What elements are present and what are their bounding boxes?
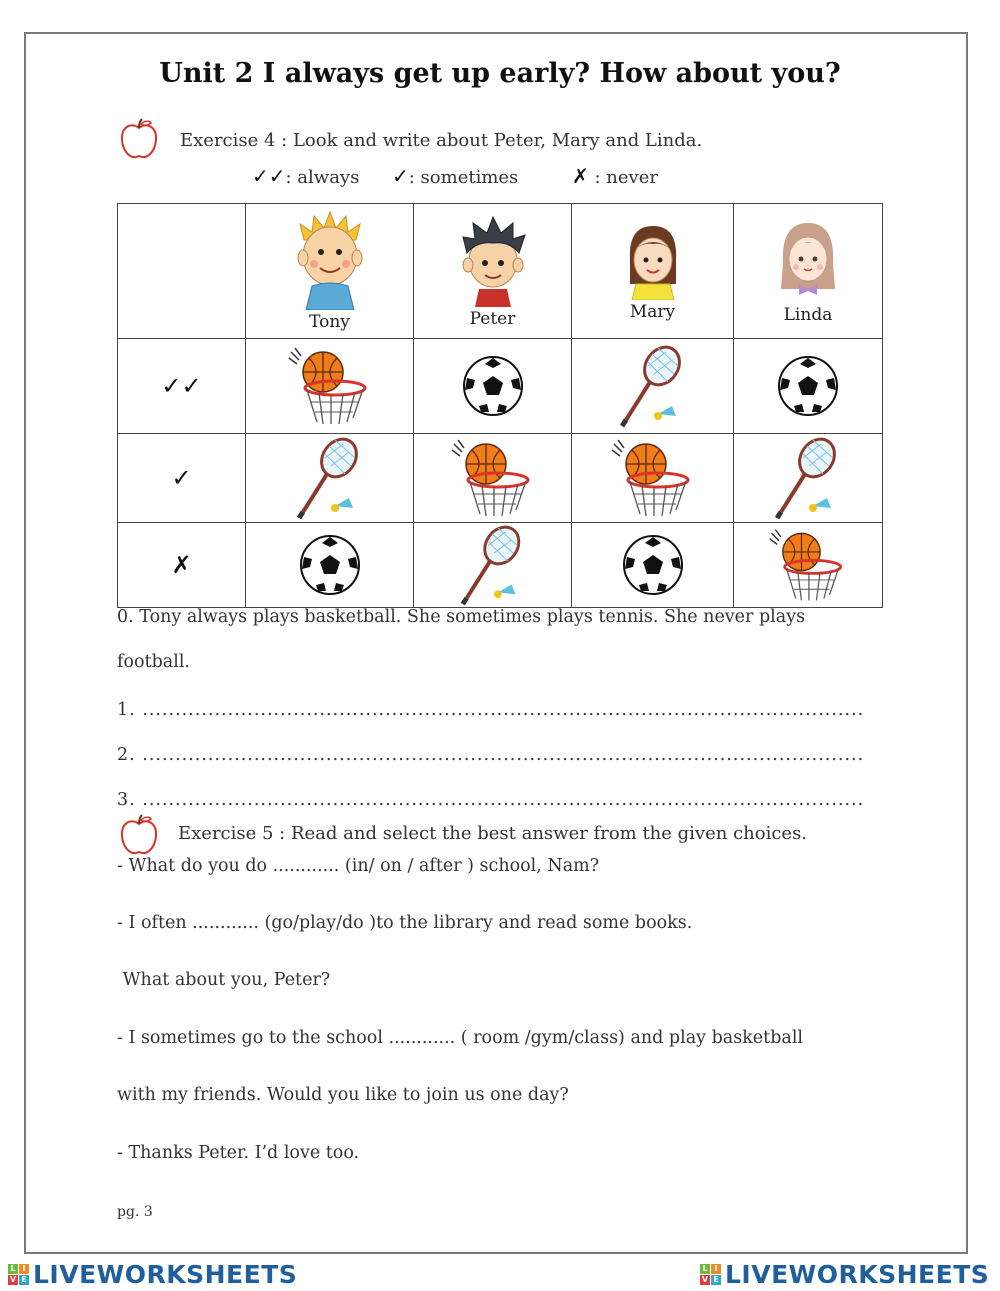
apple-icon (118, 118, 160, 162)
logo-letter: E (19, 1275, 29, 1285)
liveworksheets-logo-left[interactable] (8, 1260, 297, 1289)
sport-cell (246, 339, 414, 434)
football-icon (621, 533, 685, 597)
logo-letter: V (9, 1275, 17, 1284)
liveworksheets-logo-right[interactable] (700, 1260, 989, 1289)
girl-brown-hair-icon (618, 220, 688, 300)
exercise-5-heading: Exercise 5 : Read and select the best answer from the given choices. (178, 823, 808, 844)
sport-cell (246, 523, 414, 608)
sport-cell (414, 523, 572, 608)
sport-cell (734, 523, 883, 608)
sport-cell (246, 434, 414, 523)
legend-never-label: : never (594, 167, 658, 188)
cross-icon: ✗ (572, 164, 589, 188)
badminton-racket-icon (766, 436, 850, 520)
basketball-hoop-icon (448, 438, 538, 518)
exercise-4-heading: Exercise 4 : Look and write about Peter, Mary and Linda. (180, 130, 703, 151)
basketball-hoop-icon (608, 438, 698, 518)
answer-line-2[interactable]: 2. .............................................................................................................. (117, 745, 865, 765)
answer-line-3[interactable]: 3. .............................................................................................................. (117, 790, 865, 810)
dialogue-line-3: What about you, Peter? (117, 970, 331, 990)
sport-cell (414, 339, 572, 434)
example-sentence: 0. Tony always plays basketball. She sometimes plays tennis. She never plays (117, 607, 806, 627)
kid-cell-peter (414, 204, 572, 339)
basketball-hoop-icon (285, 346, 375, 426)
answer-line-1[interactable]: 1. .............................................................................................................. (117, 700, 865, 720)
dialogue-line-2: - I often ............ (go/play/do )to the library and read some books. (117, 913, 693, 933)
football-icon (298, 533, 362, 597)
apple-icon (118, 814, 160, 858)
logo-blocks-icon (8, 1264, 29, 1285)
example-sentence-cont: football. (117, 652, 190, 672)
boy-dark-hair-icon (451, 213, 535, 307)
kid-name-linda: Linda (783, 305, 833, 325)
cross-mark: ✗ (171, 551, 192, 579)
logo-letter: L (700, 1264, 710, 1274)
empty-corner-cell (118, 204, 246, 339)
logo-letter: V (701, 1275, 709, 1284)
logo-letter: E (711, 1275, 721, 1285)
row-mark-cell (118, 523, 246, 608)
sport-cell (572, 339, 734, 434)
kid-name-mary: Mary (629, 302, 676, 322)
badminton-racket-icon (288, 436, 372, 520)
row-mark-cell (118, 434, 246, 523)
logo-letter: L (8, 1264, 18, 1274)
check-mark: ✓ (171, 464, 192, 492)
legend-never (572, 164, 658, 188)
legend-always (252, 164, 359, 188)
page-number: pg. 3 (117, 1204, 153, 1220)
row-mark-cell (118, 339, 246, 434)
logo-blocks-icon (700, 1264, 721, 1285)
legend-sometimes-label: : sometimes (408, 167, 519, 188)
table-row-sometimes (118, 434, 883, 523)
legend-sometimes (392, 164, 518, 188)
frequency-table (117, 203, 883, 608)
boy-blond-icon (290, 210, 370, 310)
dialogue-line-5: with my friends. Would you like to join us one day? (117, 1085, 569, 1105)
kid-name-tony: Tony (309, 312, 350, 332)
kid-name-peter: Peter (469, 309, 516, 329)
dialogue-line-6: - Thanks Peter. I’d love too. (117, 1143, 360, 1163)
football-icon (461, 354, 525, 418)
table-row-never (118, 523, 883, 608)
logo-text: LIVEWORKSHEETS (725, 1260, 990, 1289)
kid-cell-mary (572, 204, 734, 339)
sport-cell (734, 339, 883, 434)
football-icon (776, 354, 840, 418)
logo-letter: I (711, 1264, 721, 1274)
sport-cell (414, 434, 572, 523)
worksheet-title: Unit 2 I always get up early? How about you? (159, 58, 841, 89)
dialogue-line-1: - What do you do ............ (in/ on / after ) school, Nam? (117, 856, 600, 876)
double-check-icon: ✓✓ (252, 164, 286, 188)
kid-cell-tony (246, 204, 414, 339)
basketball-hoop-icon (766, 527, 850, 603)
check-icon: ✓ (392, 164, 409, 188)
logo-letter: I (19, 1264, 29, 1274)
sport-cell (734, 434, 883, 523)
logo-text: LIVEWORKSHEETS (33, 1260, 298, 1289)
table-header-row (118, 204, 883, 339)
double-check-mark: ✓✓ (161, 372, 202, 400)
badminton-racket-icon (618, 344, 688, 428)
badminton-racket-icon (452, 524, 534, 606)
dialogue-line-4: - I sometimes go to the school ............ ( room /gym/class) and play basketball (117, 1028, 804, 1048)
sport-cell (572, 523, 734, 608)
legend-always-label: : always (285, 167, 360, 188)
table-row-always (118, 339, 883, 434)
kid-cell-linda (734, 204, 883, 339)
sport-cell (572, 434, 734, 523)
girl-long-hair-icon (773, 217, 843, 303)
